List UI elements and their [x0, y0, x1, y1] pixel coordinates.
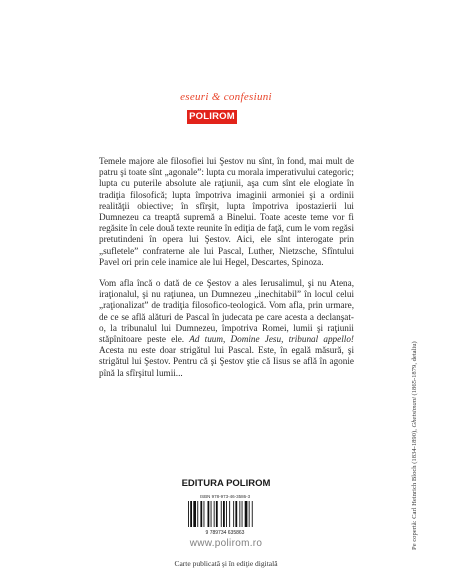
barcode	[180, 495, 270, 535]
paragraph-1: Temele majore ale filosofiei lui Şestov nu sînt, în fond, mai mult de patru şi toate sînt „agonale”: lupta cu morala imperativului categoric; lupta cu puterile absolute ale raţiunii, aşa cum sînt ele elogiate în tradiţia filosofică; lupta împotriva imaginii armoniei şi a ordinii realităţii obiective; în sfîrşit, lupta împotriva ipostazierii lui Dumnezeu ca treaptă supremă a Binelui. Toate aceste teme vor fi regăsite în cele două texte reunite în ediţia de faţă, cum le vom regăsi pretutindeni în opera lui Şestov. Aici, ele sînt interogate prin „sufletele” confraterne ale lui Pascal, Luther, Nietzsche, Sfîntului Pavel ori prin cele inamice ale lui Hegel, Descartes, Spinoza.	[99, 156, 354, 267]
paragraph-2-text-a: Vom afla încă o dată de ce Şestov a ales Ierusalimul, şi nu Atena, iraţionalul, şi nu raţiunea, un Dumnezeu „inechitabil” în locul celui „raţionalizat” de tradiţia filosofico-teologică. Vom afla, prin urmare, de ce se află alături de Pascal în judecata pe care acesta a declanşat-o, la tribunalul lui Dumnezeu, împotriva Romei, lumii şi raţiunii stăpînitoare peste ele.	[99, 278, 354, 345]
paragraph-2	[99, 278, 354, 379]
isbn-label: ISBN 978-973-46-3586-3	[199, 494, 251, 499]
cover-credit-title: Ghetsimani	[411, 397, 418, 428]
paragraph-2-quote: Ad tuum, Domine Jesu, tribunal appello!	[189, 334, 354, 345]
publisher-name: EDITURA POLIROM	[181, 478, 271, 489]
polirom-logo: POLIROM	[187, 110, 237, 124]
back-cover-text	[99, 156, 354, 389]
cover-credit-artist: Pe copertă: Carl Heinrich Bloch (1834-1890),	[411, 427, 418, 550]
cover-credit	[411, 341, 418, 550]
paragraph-2-text-b: Acesta nu este doar strigătul lui Pascal. Este, în egală măsură, şi strigătul lui Şestov. Pentru că şi Şestov ştie că Iisus se află în agonie pînă la sfîrşitul lumii...	[99, 345, 354, 378]
website: www.polirom.ro	[189, 538, 263, 549]
digital-edition-note: Carte publicată şi în ediţie digitală	[174, 559, 278, 568]
barcode-digits: 9 789734 635863	[205, 530, 245, 535]
series-title: eseuri & confesiuni	[180, 91, 272, 103]
cover-credit-detail: (1865-1879, detaliu)	[411, 341, 418, 398]
